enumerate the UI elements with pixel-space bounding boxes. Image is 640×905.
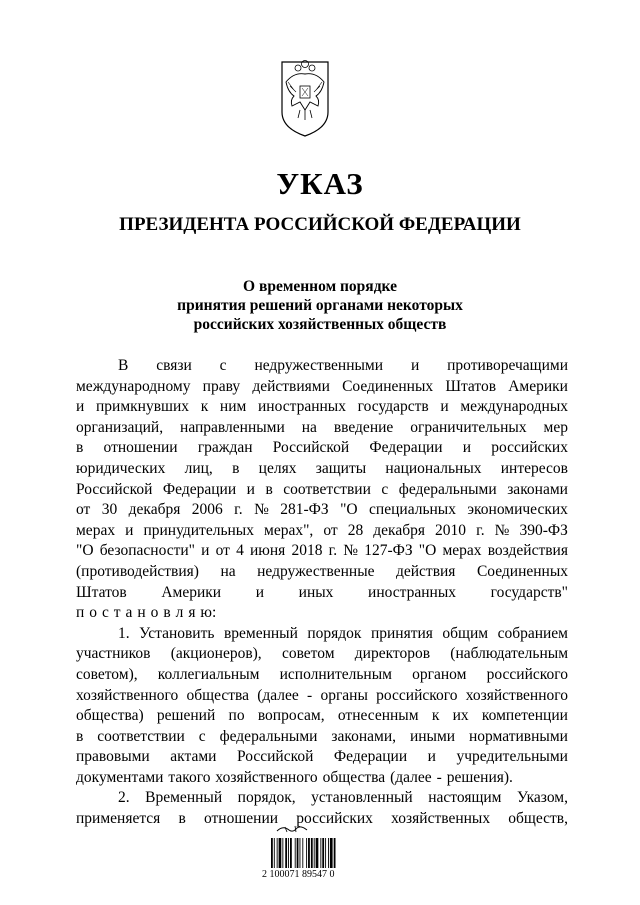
heading-line: О временном порядке <box>243 278 397 295</box>
decree-subtitle: ПРЕЗИДЕНТА РОССИЙСКОЙ ФЕДЕРАЦИИ <box>119 214 521 235</box>
body-line: 2. Временный порядок, установленный настоящим Указом, <box>118 789 568 807</box>
decree-heading <box>0 277 640 334</box>
body-line: международному праву действиями Соединенных Штатов Америки <box>76 377 568 395</box>
state-emblem-icon <box>278 52 332 138</box>
barcode-number: 2 100071 89547 0 <box>262 869 335 880</box>
body-line: В связи с недружественными и противоречащими <box>118 357 568 374</box>
body-line: Штатов Америки и иных иностранных государств" <box>76 583 568 601</box>
decree-body <box>76 356 568 830</box>
body-line: правовыми актами Российской Федерации и учредительными <box>76 748 568 766</box>
body-line: "О безопасности" и от 4 июня 2018 г. № 127-ФЗ "О мерах воздействия <box>76 542 568 560</box>
body-line: Российской Федерации и в соответствии с федеральными законами <box>76 480 568 498</box>
body-line: 1. Установить временный порядок принятия общим собранием <box>118 624 568 642</box>
body-line: применяется в отношении российских хозяйственных обществ, <box>76 810 568 828</box>
body-line: п о с т а н о в л я ю: <box>76 604 217 622</box>
barcode-icon <box>270 838 360 868</box>
body-line: хозяйственного общества (далее - органы российского хозяйственного <box>76 686 568 704</box>
heading-line: российских хозяйственных обществ <box>193 316 447 333</box>
body-line: от 30 декабря 2006 г. № 281-ФЗ "О специальных экономических <box>76 501 568 519</box>
body-line: документами такого хозяйственного общества (далее - решения). <box>76 768 513 786</box>
heading-line: принятия решений органами некоторых <box>177 297 463 314</box>
body-line: в отношении граждан Российской Федерации и российских <box>76 439 568 457</box>
registration-mark-icon <box>275 824 309 834</box>
body-line: советом), коллегиальным исполнительным органом российского <box>76 665 568 683</box>
body-line: участников (акционеров), советом директоров (наблюдательным <box>76 645 568 663</box>
body-line: общества) решений по вопросам, отнесенным к их компетенции <box>76 707 568 725</box>
body-line: мерах и принудительных мерах", от 28 декабря 2010 г. № 390-ФЗ <box>76 521 568 539</box>
body-line: в соответствии с федеральными законами, иными нормативными <box>76 727 568 745</box>
decree-title: УКАЗ <box>276 166 364 201</box>
body-line: юридических лиц, в целях защиты национальных интересов <box>76 459 568 477</box>
body-line: организаций, направленными на введение ограничительных мер <box>76 418 568 436</box>
body-line: (противодействия) на недружественные действия Соединенных <box>76 562 568 580</box>
body-line: и примкнувших к ним иностранных государств и международных <box>76 398 568 416</box>
